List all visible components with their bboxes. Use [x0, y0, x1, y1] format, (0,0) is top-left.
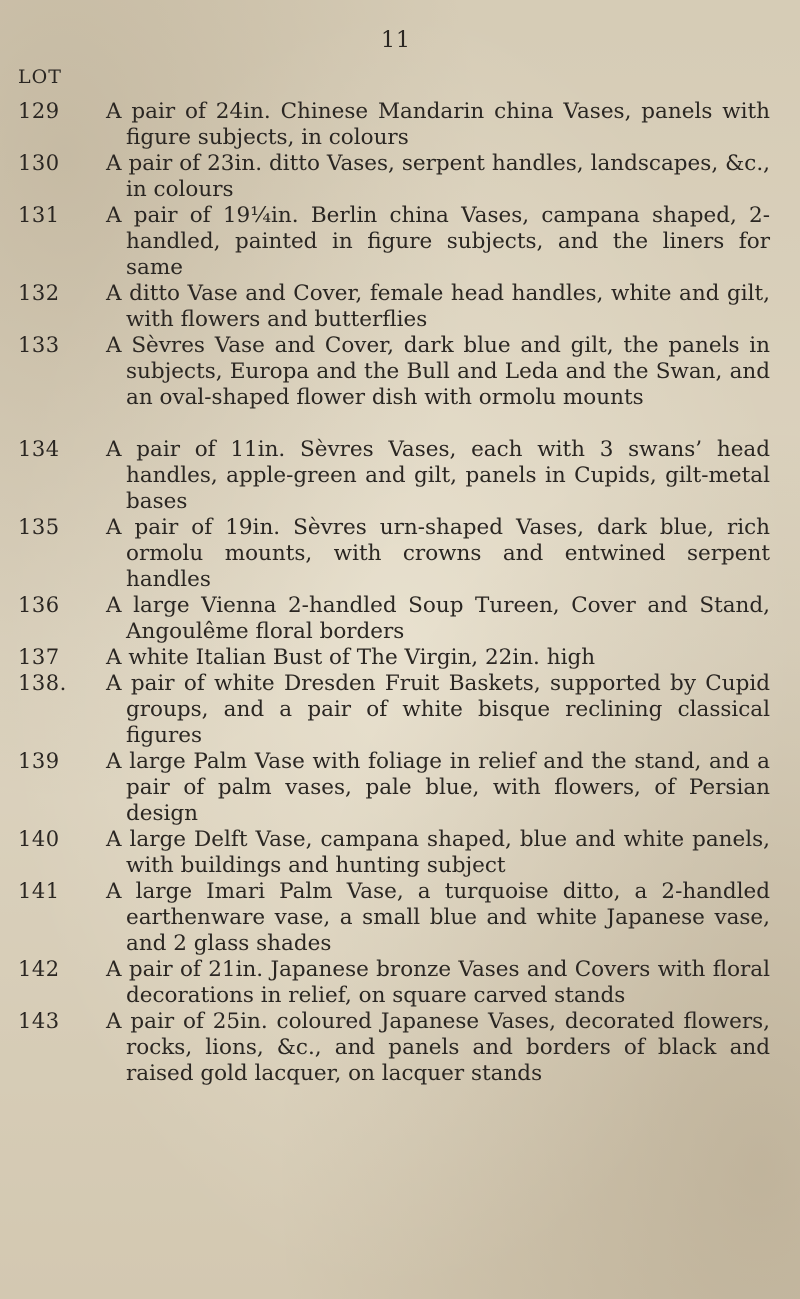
- page-number: 11: [381, 28, 411, 53]
- lot-number: 131: [18, 203, 60, 227]
- lot-description: A pair of 24in. Chinese Mandarin china Vases, panels with figure subjects, in colours: [106, 99, 770, 151]
- lot-number: 133: [18, 333, 60, 357]
- lot-description: A large Palm Vase with foliage in relief and the stand, and a pair of palm vases, pale blue, with flowers, of Persian design: [106, 749, 770, 827]
- lot-description: A large Delft Vase, campana shaped, blue and white panels, with buildings and hunting subject: [106, 827, 770, 879]
- lot-number: 134: [18, 437, 60, 461]
- lot-description: A Sèvres Vase and Cover, dark blue and gilt, the panels in subjects, Europa and the Bull and Leda and the Swan, and an oval-shaped flower dish with ormolu mounts: [106, 333, 770, 411]
- lot-description: A large Imari Palm Vase, a turquoise ditto, a 2-handled earthenware vase, a small blue and white Japanese vase, and 2 glass shades: [106, 879, 770, 957]
- lot-number: 142: [18, 957, 60, 981]
- lot-description: A pair of white Dresden Fruit Baskets, supported by Cupid groups, and a pair of white bisque reclining classical figures: [106, 671, 770, 749]
- lot-column-header: LOT: [18, 66, 62, 88]
- lot-description: A pair of 23in. ditto Vases, serpent handles, landscapes, &c., in colours: [106, 151, 770, 203]
- lot-description: A ditto Vase and Cover, female head handles, white and gilt, with flowers and butterflies: [106, 281, 770, 333]
- lot-description: A pair of 19in. Sèvres urn-shaped Vases, dark blue, rich ormolu mounts, with crowns and entwined serpent handles: [106, 515, 770, 593]
- lot-number: 141: [18, 879, 60, 903]
- lot-number: 137: [18, 645, 60, 669]
- lot-number: 138.: [18, 671, 67, 695]
- lot-number: 130: [18, 151, 60, 175]
- lot-number: 129: [18, 99, 60, 123]
- lot-description: A large Vienna 2-handled Soup Tureen, Cover and Stand, Angoulême floral borders: [106, 593, 770, 645]
- lot-number: 143: [18, 1009, 60, 1033]
- lot-number: 136: [18, 593, 60, 617]
- lot-number: 139: [18, 749, 60, 773]
- lot-number: 132: [18, 281, 60, 305]
- lot-description: A pair of 11in. Sèvres Vases, each with 3 swans’ head handles, apple-green and gilt, panels in Cupids, gilt-metal bases: [106, 437, 770, 515]
- lot-description: A pair of 21in. Japanese bronze Vases and Covers with floral decorations in relief, on square carved stands: [106, 957, 770, 1009]
- lot-number: 135: [18, 515, 60, 539]
- lot-description: A pair of 25in. coloured Japanese Vases, decorated flowers, rocks, lions, &c., and panels and borders of black and raised gold lacquer, on lacquer stands: [106, 1009, 770, 1087]
- lot-description: A pair of 19¼in. Berlin china Vases, campana shaped, 2-handled, painted in figure subjects, and the liners for same: [106, 203, 770, 281]
- lot-number: 140: [18, 827, 60, 851]
- lot-description: A white Italian Bust of The Virgin, 22in. high: [106, 645, 596, 670]
